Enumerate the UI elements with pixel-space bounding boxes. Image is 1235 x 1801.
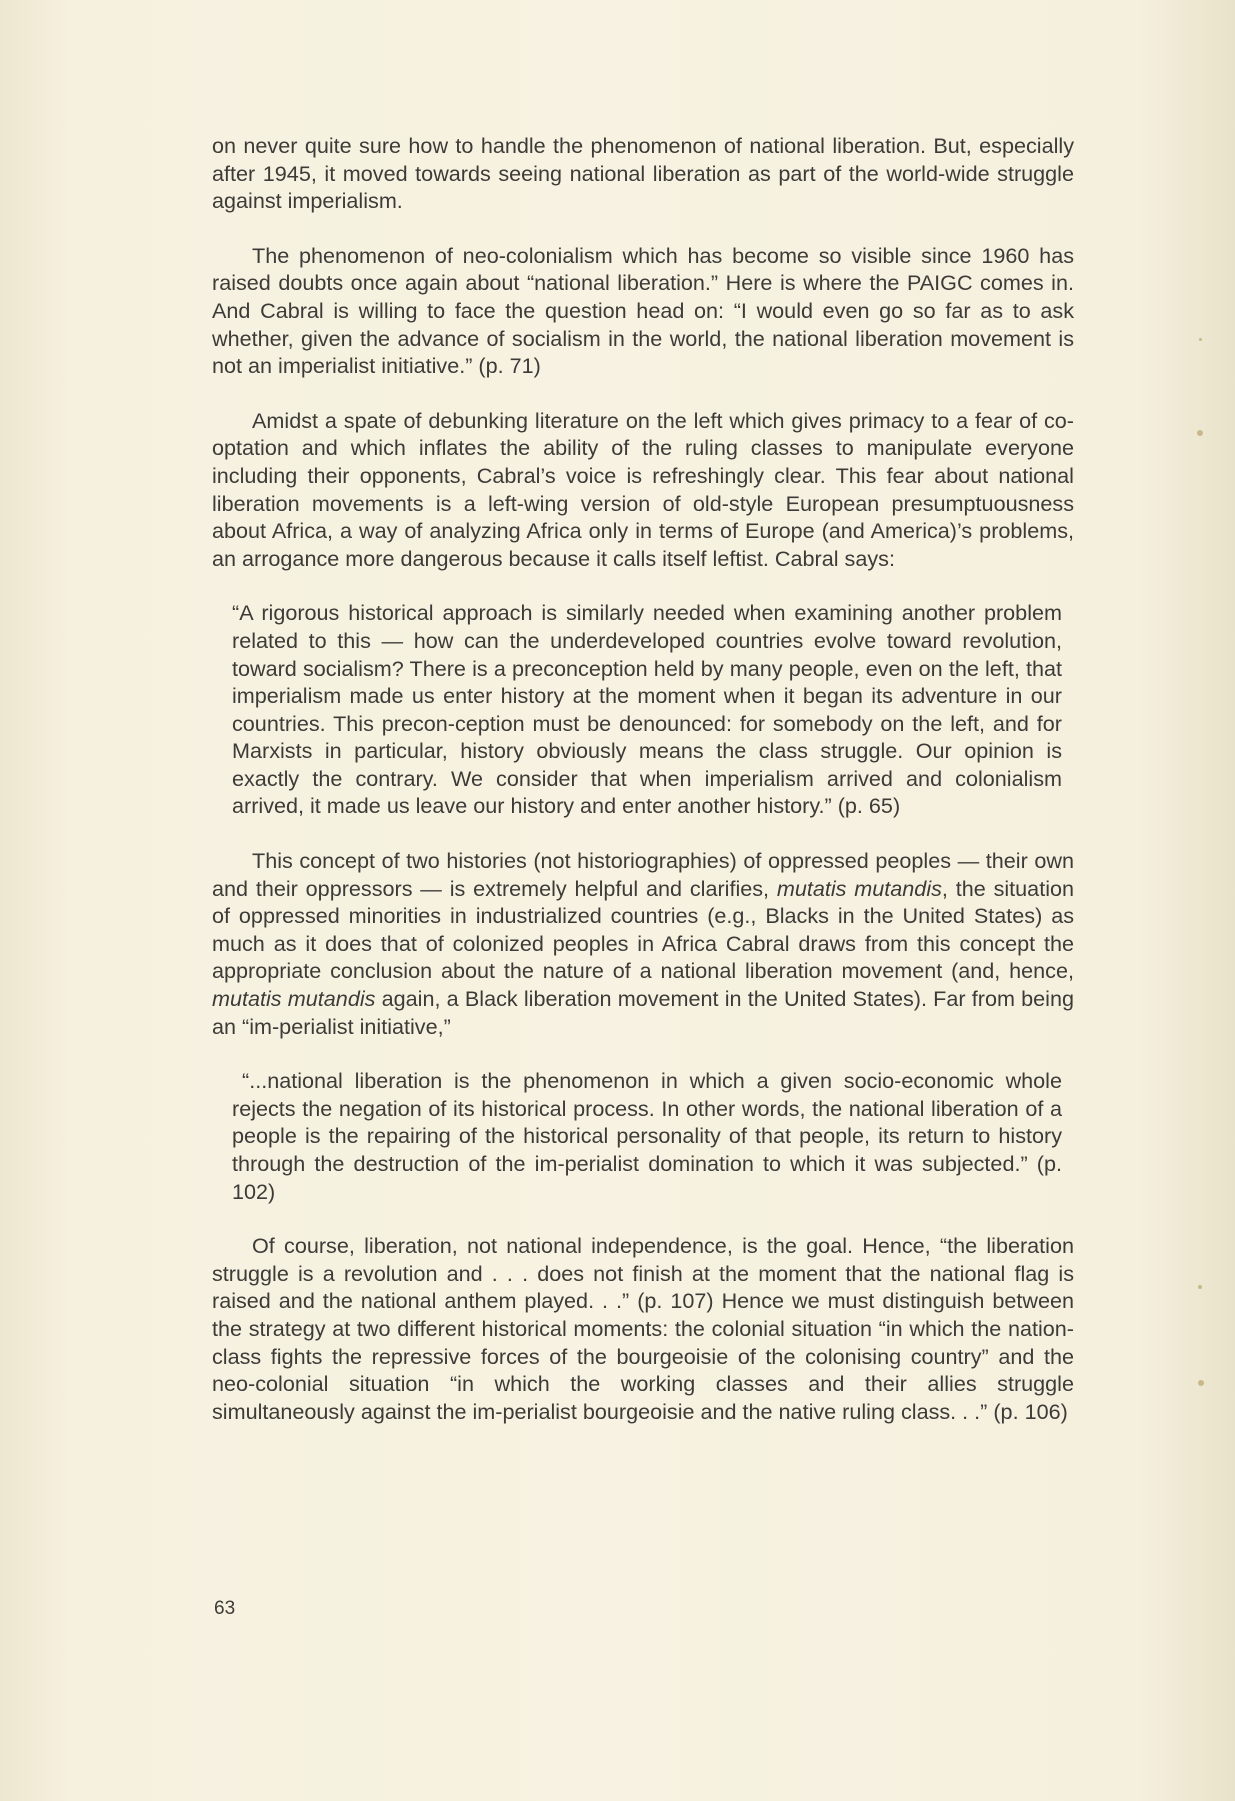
italic-mutatis-mutandis-1: mutatis mutandis: [776, 875, 942, 901]
paragraph-neo-colonialism: The phenomenon of neo-colonialism which has become so visible since 1960 has raised doubts once again about “national liberation.” Here is where the PAIGC comes in. And Cabral is willing to face the question head on: “I would even go so far as to ask whether, given the advance of socialism in the world, the national liberation movement is not an imperialist initiative.” (p. 71): [212, 242, 1074, 379]
paragraph-continuation: on never quite sure how to handle the phenomenon of national liberation. But, especially after 1945, it moved towards seeing national liberation as part of the world-wide struggle against imperialism.: [212, 133, 1074, 214]
body-text: [212, 132, 1074, 1452]
paragraph-two-histories-part-c: again, a Black liberation movement in the United States). Far from being an “im-perialist initiative,”: [212, 986, 1074, 1039]
paragraph-two-histories-part-a: This concept of two histories (not historiographies) of oppressed peoples — their own and their oppressors — is extremely helpful and clarifies,: [212, 848, 1074, 901]
block-quote-national-liberation: “...national liberation is the phenomenon in which a given socio-economic whole rejects the negation of its historical process. In other words, the national liberation of a people is the repairing of the historical personality of that people, its return to history through the destruction of the im-perialist domination to which it was subjected.” (p. 102): [232, 1068, 1062, 1204]
italic-mutatis-mutandis-2: mutatis mutandis: [212, 986, 376, 1012]
paragraph-two-histories-part-b: , the situation of oppressed minorities in industrialized countries (e.g., Blacks in the United States) as much as it does that of colonized peoples in Africa Cabral draws from this concept the appropriate conclusion about the nature of a national liberation movement (and, hence,: [212, 875, 1075, 984]
paper-speck-mark: [1199, 338, 1202, 341]
paper-speck-mark: [1198, 1285, 1202, 1289]
paragraph-debunking-literature: Amidst a spate of debunking literature on the left which gives primacy to a fear of co-optation and which inflates the ability of the ruling classes to manipulate everyone including their opponents, Cabral’s voice is refreshingly clear. This fear about national liberation movements is a left-wing version of old-style European presumptuousness about Africa, a way of analyzing Africa only in terms of Europe (and America)’s problems, an arrogance more dangerous because it calls itself leftist. Cabral says:: [212, 407, 1074, 571]
paragraph-two-histories: [212, 847, 1074, 1040]
paragraph-liberation-goal: Of course, liberation, not national independence, is the goal. Hence, “the liberation struggle is a revolution and . . . does not finish at the moment that the national flag is raised and the national anthem played. . .” (p. 107) Hence we must distinguish between the strategy at two different historical moments: the colonial situation “in which the nation-class fights the repressive forces of the bourgeoisie of the colonising country” and the neo-colonial situation “in which the working classes and their allies struggle simultaneously against the im-perialist bourgeoisie and the native ruling class. . .” (p. 106): [212, 1233, 1074, 1424]
paper-speck-mark: [1197, 430, 1203, 436]
page-number: 63: [214, 1598, 236, 1619]
paper-speck-mark: [1198, 1380, 1204, 1386]
block-quote-historical-approach: “A rigorous historical approach is similarly needed when examining another problem related to this — how can the underdeveloped countries evolve toward revolution, toward socialism? There is a preconception held by many people, even on the left, that imperialism made us enter history at the moment when it began its adventure in our countries. This precon-ception must be denounced: for somebody on the left, and for Marxists in particular, history obviously means the class struggle. Our opinion is exactly the contrary. We consider that when imperialism arrived and colonialism arrived, it made us leave our history and enter another history.” (p. 65): [232, 600, 1062, 819]
